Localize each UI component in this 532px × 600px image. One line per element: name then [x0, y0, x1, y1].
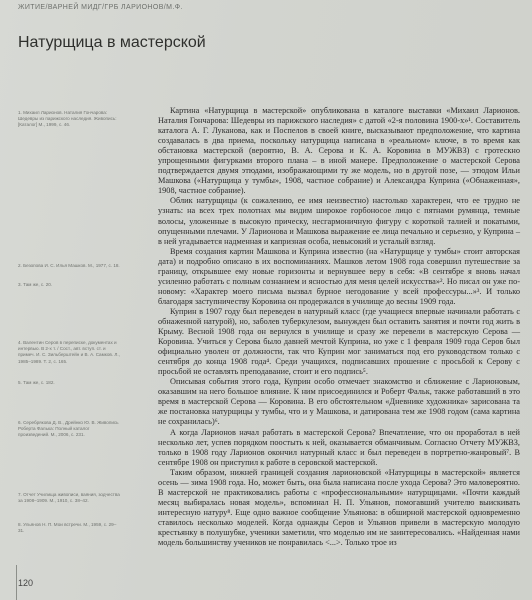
- margin-rule: [16, 565, 17, 600]
- page-number: 120: [18, 578, 34, 588]
- footnote: 6. Серебрякова Д. В., Дрейнко Ю. В. Живопись Роберта Фалька: Полный каталог произведений. М., 2006, с. 231.: [18, 420, 119, 438]
- paragraph: А когда Ларионов начал работать в мастерской Серова? Впечатление, что он проработал в ней несколько лет, успев порядком поостыть к ней, оказывается обманчивым. Согласно Отчету МУЖВЗ, только в 1908 году Ларионов окончил натурный класс и был переведен в портретно-жанровый⁷. В сентябре 1908 он приступил к работе в серовской мастерской.: [158, 427, 520, 467]
- footnote: 1. Михаил Ларионов. Наталия Гончарова: Шедевры из парижского наследия. Живопись: [Каталог] М., 1999, с. 46.: [18, 110, 117, 128]
- paragraph: Описывая события этого года, Куприн особо отмечает знакомство и сближение с Ларионовым, оказавшим на него большое влияние. К ним присоединился и Роберт Фальк, также работавший в это время в мастерской Серова — Коровина. В его обстоятельном «Дневнике художника» зарисована та же постановка натурщицы у тумбы, что и у Машкова, и датирована тем же 1908 годом (сама картина не сохранилась)⁶.: [158, 377, 520, 427]
- footnote: 8. Ульянов Н. П. Мои встречи. М., 1959, с. 29–31.: [18, 522, 117, 534]
- paragraph: Картина «Натурщица в мастерской» опубликована в каталоге выставки «Михаил Ларионов. Наталия Гончарова: Шедевры из парижского наследия» с датой «2-я половина 1900-х»¹. Составитель каталога А. Г. Луканова, как и Поспелов в своей книге, высказывают предположение, что картина создавалась в два приема, поскольку натурщица написана в «реальном» ключе, в то время как обстановка мастерской (вероятно, В. А. Серова и К. А. Коровина в МУЖВЗ) с гротескно упрощенными фигурками второго плана – в иной манере. Предположение о мастерской Серова подтверждается двумя этюдами, изображающими ту же модель, но в другой позе, — этюдом Ильи Машкова («Натурщица у тумбы», 1908, частное собрание) и Александра Куприна («Обнаженная», 1908, частное собрание).: [158, 106, 520, 196]
- chapter-title: Натурщица в мастерской: [18, 34, 206, 51]
- footnote: 4. Валентин Серов в переписке, документах и интервью. В 2-х т. / Сост., авт. вступ. ст. и примеч. И. С. Зильберштейн и В. А. Самков. Л., 1985–1989. Т. 2, с. 165.: [18, 340, 120, 364]
- running-header: ЖИТИЕ/ВАРНЕЙ МИДГ/ГРБ ЛАРИОНОВ/М.Ф.: [18, 4, 183, 11]
- paragraph: Время создания картин Машкова и Куприна известно (на «Натурщице у тумбы» стоит авторская дата) и подробно описано в их воспоминаниях. Машков летом 1908 года совершил путешествие за границу, открывшее ему новые горизонты и вернувшее веру в себя: «В сентябре я вновь начал усиленно работать с полным сознанием и ясностью для меня целей искусства»². Но писал он уже по-новому: «Характер моего письма вызвал бурное негодование у всей профессуры...»³. И только благодаря заступничеству Коровина он продержался в училище до весны 1909 года.: [158, 246, 520, 306]
- footnote: 5. Там же, с. 182.: [18, 380, 55, 385]
- footnote: 3. Там же, с. 20.: [18, 282, 53, 287]
- paragraph: Облик натурщицы (к сожалению, ее имя неизвестно) настолько характерен, что ее трудно не узнать: на всех трех полотнах мы видим широкое горбоносое лицо с пятнами румянца, темные волосы, уложенные в высокую прическу, несгармоничную фигуру с короткой талией и покатыми, опущенными плечами. У Ларионова и Машкова выражение ее лица печально и серьезно, у Куприна – в ней угадывается надменная и капризная особа, невысокий и усталый взгляд.: [158, 196, 520, 246]
- paragraph: Куприн в 1907 году был переведен в натурный класс (где учащиеся впервые начинали работать с обнаженной натурой), но, заболев туберкулезом, вынужден был оставить занятия и почти год жить в Крыму. Весной 1908 года он вернулся в училище и сразу же перевели в мастерскую Серова — Коровина. Учиться у Серова было давней мечтой Куприна, но уже с 1 февраля 1909 года Серов был официально уволен от должности, так что Куприн мог заниматься под его руководством только с сентября до конца 1908 года⁴. Среди учащихся, подписавших прошение с просьбой к Серову с просьбой не оставлять преподавание, стоит и его подпись⁵.: [158, 306, 520, 377]
- footnote: 2. Безопова И. С. Илья Машков. М., 1977, с. 18.: [18, 263, 120, 268]
- footnote: 7. Отчет Училища живописи, ваяния, зодчества за 1908–1909. М., 1910, с. 38–42.: [18, 492, 120, 504]
- main-text: [158, 106, 520, 548]
- paragraph: Таким образом, нижней границей создания ларионовской «Натурщицы в мастерской» является осень — зима 1908 года. Но, может быть, она была написана после ухода Серова? Это маловероятно. В мастерской не практиковались работы с «профессиональными» натурщицами. «Почти каждый месяц выбиралась новая модель», вспоминал Н. П. Ульянов, помогавший учителю выискивать интересную натуру⁸. Еще одно важное сообщение Ульянова: в обширной мастерской одновременно ставилось несколько моделей. Когда однажды Серов и Ульянов привели в мастерскую молодую крестьянку в полушубке, ученики заметили, что моделью им не заинтересовались. «Найденная нами модель большинству учеников не понравилась <...>. Только трое из: [158, 467, 520, 548]
